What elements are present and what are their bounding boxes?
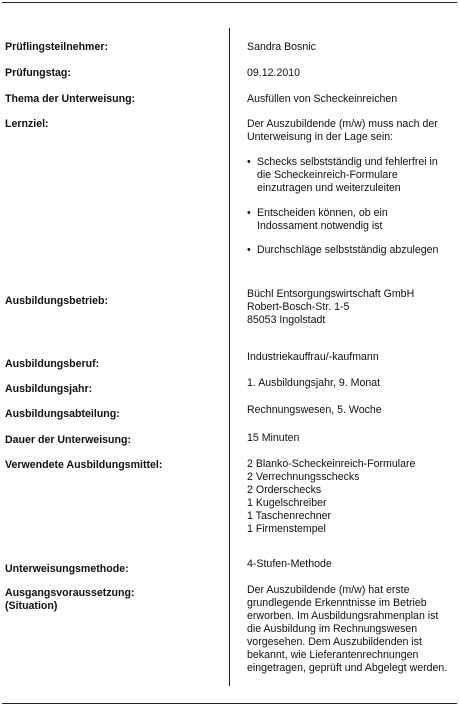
bullet-dot: • (247, 244, 251, 256)
label-methode: Unterweisungsmethode: (5, 563, 129, 575)
label-thema: Thema der Unterweisung: (5, 93, 136, 105)
value-mittel (247, 458, 457, 536)
bullet-dot: • (247, 207, 251, 219)
bullet-line: einzutragen und weiterzuleiten (257, 182, 401, 194)
bullet-line: die Scheckeinreich-Formulare (257, 169, 398, 181)
bottom-rule (2, 703, 457, 704)
bullet-dot: • (247, 156, 251, 168)
mittel-line: 1 Kugelschreiber (247, 497, 327, 509)
label-mittel: Verwendete Ausbildungsmittel: (5, 459, 163, 471)
label-situation (5, 587, 225, 613)
value-pruefungstag: 09.12.2010 (247, 67, 301, 79)
column-divider (229, 28, 230, 686)
value-abteilung: Rechnungswesen, 5. Woche (247, 404, 382, 416)
value-thema: Ausfüllen von Scheckeinreichen (247, 93, 398, 105)
label-pruefungstag: Prüfungstag: (5, 67, 71, 79)
value-jahr: 1. Ausbildungsjahr, 9. Monat (247, 377, 381, 389)
value-situation (247, 584, 457, 675)
value-pruefling: Sandra Bosnic (247, 41, 316, 53)
label-betrieb: Ausbildungsbetrieb: (5, 295, 108, 307)
bullet-text (257, 207, 459, 233)
value-betrieb (247, 288, 457, 327)
bullet-text (257, 156, 459, 195)
lernziel-intro-line: Unterweisung in der Lage sein: (247, 131, 394, 143)
situation-line: die Ausbildung im Rechnungswesen (247, 623, 418, 635)
label-dauer: Dauer der Unterweisung: (5, 434, 131, 446)
betrieb-line: Robert-Bosch-Str. 1-5 (247, 301, 350, 313)
situation-line: eingetragen, geprüft und Abgelegt werden. (247, 662, 448, 674)
label-abteilung: Ausbildungsabteilung: (5, 408, 120, 420)
value-dauer: 15 Minuten (247, 432, 300, 444)
mittel-line: 1 Taschenrechner (247, 510, 332, 522)
label-pruefling: Prüflingsteilnehmer: (5, 41, 109, 53)
betrieb-line: Büchl Entsorgungswirtschaft GmbH (247, 288, 415, 300)
situation-line: erworben. Im Ausbildungsrahmenplan ist (247, 610, 439, 622)
bullet-text (257, 244, 459, 257)
situation-label-line: Ausgangsvoraussetzung: (5, 587, 135, 599)
lernziel-intro (247, 118, 457, 144)
situation-label-line: (Situation) (5, 600, 58, 612)
situation-line: vorgesehen. Dem Auszubildenden ist (247, 636, 422, 648)
lernziel-intro-line: Der Auszubildende (m/w) muss nach der (247, 118, 438, 130)
value-beruf: Industriekauffrau/-kaufmann (247, 351, 379, 363)
bullet-line: Indossament notwendig ist (257, 220, 383, 232)
label-lernziel: Lernziel: (5, 118, 49, 130)
mittel-line: 2 Verrechnungsschecks (247, 471, 360, 483)
top-rule (2, 2, 457, 3)
bullet-line: Schecks selbstständig und fehlerfrei in (257, 156, 438, 168)
value-methode: 4-Stufen-Methode (247, 558, 332, 570)
label-jahr: Ausbildungsjahr: (5, 383, 93, 395)
label-beruf: Ausbildungsberuf: (5, 358, 100, 370)
bullet-line: Entscheiden können, ob ein (257, 207, 388, 219)
betrieb-line: 85053 Ingolstadt (247, 314, 326, 326)
mittel-line: 2 Blanko-Scheckeinreich-Formulare (247, 458, 416, 470)
situation-line: bekannt, wie Lieferantenrechnungen (247, 649, 419, 661)
bullet-line: Durchschläge selbstständig abzulegen (257, 244, 439, 256)
mittel-line: 2 Orderschecks (247, 484, 322, 496)
mittel-line: 1 Firmenstempel (247, 523, 326, 535)
situation-line: Der Auszubildende (m/w) hat erste (247, 584, 410, 596)
situation-line: grundlegende Erkenntnisse im Betrieb (247, 597, 427, 609)
